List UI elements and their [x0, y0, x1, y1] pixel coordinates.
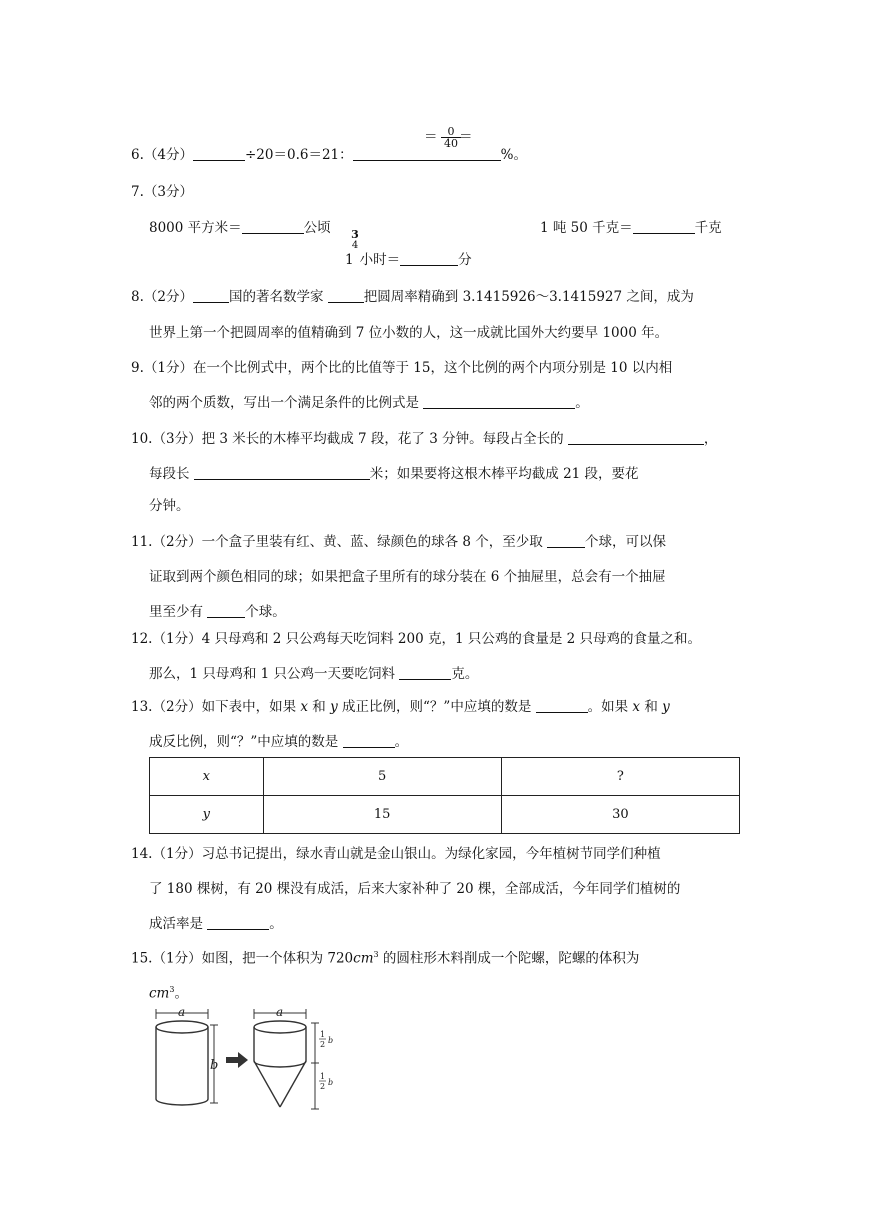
- q15-score: （1分）: [152, 950, 202, 967]
- q15-text-2: 的圆柱形木料削成一个陀螺，陀螺的体积为: [378, 950, 640, 967]
- q14-number: 14.: [131, 846, 153, 862]
- q7-item-a: [149, 219, 331, 237]
- q8-text-2: 把圆周率精确到 3.1415926～3.1415927 之间，成为: [363, 289, 694, 305]
- table-cell: 30: [501, 796, 739, 834]
- q6-eq-right: ＝: [459, 129, 473, 145]
- q12-text-2a: 那么，1 只母鸡和 1 只公鸡一天要吃饲料: [149, 666, 400, 682]
- table-row: [150, 758, 740, 796]
- q11-text-1b: 个球，可以保: [585, 534, 667, 550]
- half-num-lower: 1: [320, 1072, 326, 1081]
- q14-line-3: [149, 915, 283, 933]
- q7-c-fraction: [350, 229, 360, 251]
- q13-blank-1[interactable]: [536, 698, 588, 713]
- q14-text-3b: 。: [269, 916, 283, 932]
- q15-unit-sup-2: 3: [169, 985, 175, 994]
- q11-text-3b: 个球。: [245, 604, 286, 620]
- q7-item-b: [540, 219, 722, 237]
- q15-unit: cm: [353, 950, 374, 967]
- q13-blank-2[interactable]: [343, 733, 395, 748]
- q10-line-3: 分钟。: [149, 498, 190, 514]
- q7-c-frac-num: 3: [351, 228, 359, 241]
- cylinder-label-a: a: [178, 1007, 186, 1019]
- q14-line-2: 了 180 棵树，有 20 棵没有成活，后来大家补种了 20 棵，全部成活，今年同学们植树的: [149, 881, 681, 897]
- q9-end: 。: [575, 395, 589, 411]
- q8-blank-1[interactable]: [193, 288, 229, 303]
- q12-line-2: [149, 665, 478, 683]
- q6-text: ÷20＝0.6＝21：: [244, 147, 353, 163]
- q7-c-blank[interactable]: [400, 251, 458, 266]
- q6-blank-2[interactable]: [353, 146, 501, 161]
- q6-frac-den: 40: [444, 137, 458, 150]
- question-7: [131, 183, 193, 201]
- q7-b-blank[interactable]: [633, 219, 695, 234]
- q7-a-blank[interactable]: [242, 219, 304, 234]
- q12-text-2b: 克。: [451, 666, 479, 682]
- q10-text-2a: 每段长: [149, 466, 194, 482]
- q13-var-y: y: [330, 699, 338, 715]
- q13-text-2: 成正比例，则“？”中应填的数是: [337, 699, 536, 715]
- q6-top-equals: [424, 128, 438, 146]
- q9-score: （1分）: [143, 360, 193, 376]
- q12-score: （1分）: [152, 631, 202, 647]
- q10-line-2: [149, 465, 639, 483]
- half-den-lower: 2: [320, 1082, 326, 1091]
- question-10: [131, 430, 717, 448]
- q7-c-frac-den: 4: [351, 240, 359, 251]
- q9-text-1: 在一个比例式中，两个比的比值等于 15，这个比例的两个内项分别是 10 以内相: [192, 360, 673, 376]
- q15-line-2: $cm^3$。: [149, 985, 188, 1002]
- q13-text-1: 如下表中，如果: [201, 699, 301, 715]
- table-cell: 5: [263, 758, 501, 796]
- q10-text-2b: 米；如果要将这根木棒平均截成 21 段，要花: [369, 466, 639, 482]
- q7-c-text: 小时＝: [359, 252, 401, 268]
- cylinder-to-top-figure: [152, 1007, 352, 1117]
- q13-table: [149, 757, 740, 834]
- q11-line-3: [149, 603, 286, 621]
- q14-blank[interactable]: [207, 915, 269, 930]
- table-cell[interactable]: ?: [501, 758, 739, 796]
- q10-score: （3分）: [152, 431, 202, 447]
- q9-blank[interactable]: [423, 394, 575, 409]
- q15-text-1: 如图，把一个体积为 720: [201, 950, 354, 967]
- q7-number: 7.: [131, 184, 144, 200]
- question-15: [131, 946, 639, 968]
- q13-and: 和: [308, 699, 331, 715]
- question-6: [131, 146, 527, 164]
- q6-number: 6.: [131, 147, 144, 163]
- question-14: [131, 845, 661, 863]
- q7-item-c: [345, 251, 472, 269]
- table-cell: y: [150, 796, 264, 834]
- q13-number: 13.: [131, 699, 153, 715]
- cylinder-label-b: b: [210, 1058, 219, 1073]
- q13-var-x-2: x: [632, 699, 641, 715]
- q15-number: 15.: [131, 950, 153, 967]
- q11-text-1: 一个盒子里装有红、黄、蓝、绿颜色的球各 8 个，至少取: [201, 534, 548, 550]
- q13-line-2: [149, 733, 408, 751]
- q7-a-unit: 公顷: [303, 220, 331, 236]
- q11-text-3a: 里至少有: [149, 604, 208, 620]
- table-cell: x: [150, 758, 264, 796]
- q9-text-2: 邻的两个质数，写出一个满足条件的比例式是: [149, 395, 424, 411]
- q10-text-1-end: ，: [703, 431, 718, 447]
- q11-blank-1[interactable]: [547, 533, 585, 548]
- q6-score: （4分）: [143, 147, 193, 163]
- q13-text-2b: 。: [394, 734, 409, 750]
- q7-c-unit: 分: [458, 252, 472, 268]
- transform-arrow-icon: [226, 1052, 248, 1068]
- q9-line-2: [149, 394, 589, 412]
- table-cell: 15: [263, 796, 501, 834]
- q7-a-text: 8000 平方米＝: [149, 220, 242, 236]
- question-12: [131, 630, 701, 648]
- q7-b-unit: 千克: [694, 220, 722, 236]
- q14-score: （1分）: [152, 846, 202, 862]
- q14-text-3a: 成活率是: [149, 916, 208, 932]
- q13-var-x: x: [300, 699, 308, 715]
- q8-number: 8.: [131, 289, 144, 305]
- q12-number: 12.: [131, 631, 153, 647]
- top-height-marker: [311, 1023, 319, 1109]
- half-den-upper: 2: [320, 1040, 326, 1049]
- q8-blank-2[interactable]: [328, 288, 364, 303]
- q15-unit-sup: 3: [373, 950, 379, 959]
- cylinder-shape: [156, 1021, 208, 1105]
- q7-b-text: 1 吨 50 千克＝: [540, 220, 633, 236]
- half-b-lower: b: [328, 1078, 334, 1087]
- question-9: [131, 359, 672, 377]
- q15-unit-2: cm: [149, 985, 170, 1002]
- top-label-a: a: [276, 1007, 284, 1019]
- q6-top-equals-right: [459, 128, 473, 146]
- q6-eq-left: ＝: [424, 129, 438, 145]
- q10-text-1: 把 3 米长的木棒平均截成 7 段，花了 3 分钟。每段占全长的: [201, 431, 568, 447]
- q9-number: 9.: [131, 360, 144, 376]
- q11-blank-2[interactable]: [207, 603, 245, 618]
- q12-text-1: 4 只母鸡和 2 只公鸡每天吃饲料 200 克，1 只公鸡的食量是 2 只母鸡的食量之和。: [201, 631, 702, 647]
- q13-score: （2分）: [152, 699, 202, 715]
- q6-blank-1[interactable]: [193, 146, 245, 161]
- q10-number: 10.: [131, 431, 153, 447]
- q13-text-2a: 成反比例，则“？”中应填的数是: [149, 734, 343, 750]
- q13-text-3: 。如果: [587, 699, 633, 715]
- q7-c-whole: 1: [345, 252, 354, 268]
- q7-score: （3分）: [143, 184, 193, 200]
- q13-and-2: 和: [640, 699, 663, 715]
- q10-blank-1[interactable]: [568, 430, 704, 445]
- question-13: [131, 698, 670, 716]
- top-half-label-upper: [319, 1030, 333, 1049]
- q11-line-2: 证取到两个颜色相同的球；如果把盒子里所有的球分装在 6 个抽屉里，总会有一个抽屉: [149, 569, 666, 585]
- q11-number: 11.: [131, 534, 153, 550]
- q6-frac-num: 0: [441, 126, 461, 138]
- q8-line-2: 世界上第一个把圆周率的值精确到 7 位小数的人，这一成就比国外大约要早 1000 年。: [149, 325, 669, 341]
- question-8: [131, 288, 694, 306]
- q11-score: （2分）: [152, 534, 202, 550]
- half-num-upper: 1: [320, 1030, 326, 1039]
- spinning-top-shape: [254, 1021, 306, 1107]
- q8-score: （2分）: [143, 289, 193, 305]
- q8-text-1: 国的著名数学家: [228, 289, 328, 305]
- q14-text-1: 习总书记提出，绿水青山就是金山银山。为绿化家园，今年植树节同学们种植: [201, 846, 661, 862]
- q6-percent: %。: [500, 147, 527, 163]
- q10-blank-2[interactable]: [194, 465, 370, 480]
- table-row: [150, 796, 740, 834]
- q13-var-y-2: y: [662, 699, 670, 715]
- q12-blank[interactable]: [399, 665, 451, 680]
- top-half-label-lower: [319, 1072, 333, 1091]
- question-11: [131, 533, 666, 551]
- half-b-upper: b: [328, 1036, 334, 1045]
